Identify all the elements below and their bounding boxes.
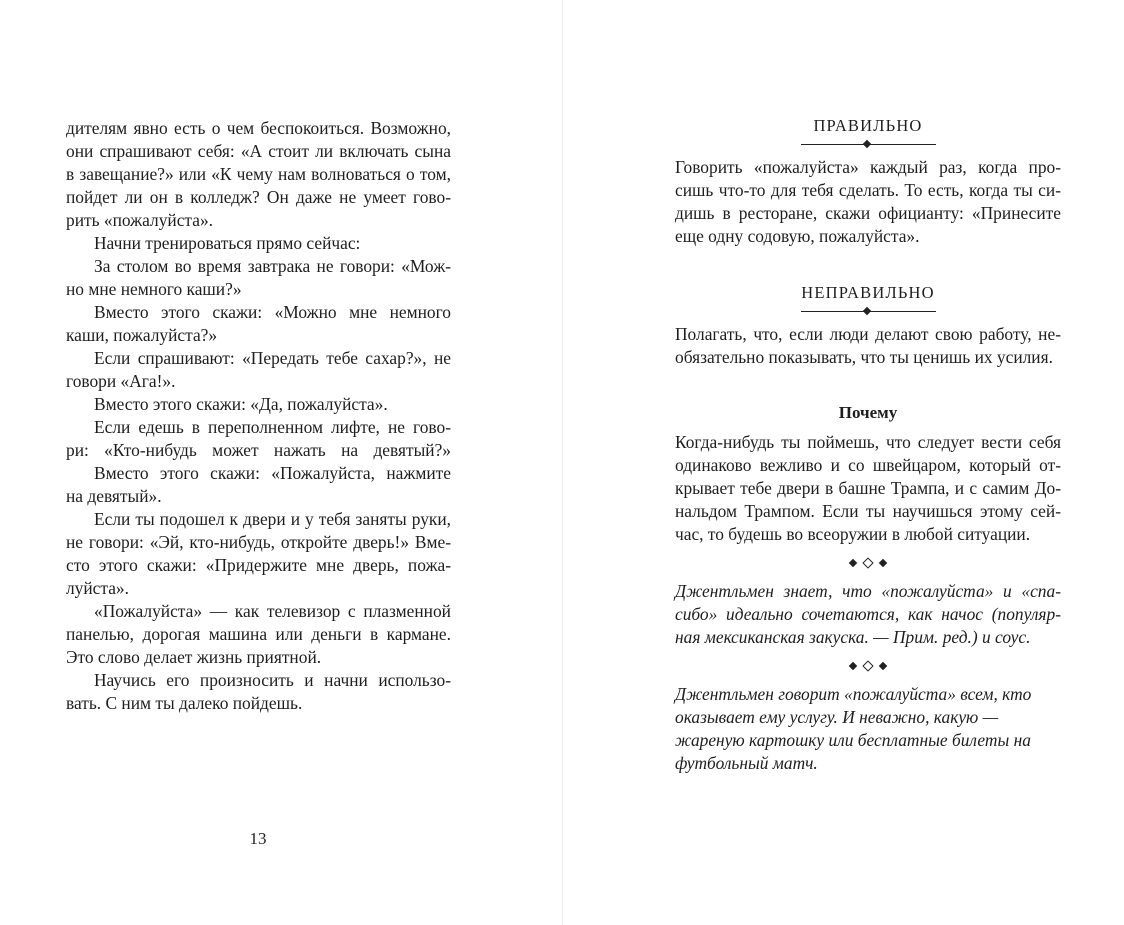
- right-page: [563, 0, 1124, 925]
- incorrect-paragraph: [675, 323, 1061, 369]
- text-line: сишь что-то для тебя сделать. То есть, когда ты си-: [675, 180, 1061, 200]
- text-line: Джентльмен знает, что «пожалуйста» и «спа-: [675, 581, 1061, 601]
- text-line: Вместо этого скажи: «Пожалуйста, нажмите: [94, 463, 451, 483]
- ornament-divider: [675, 552, 1061, 574]
- text-line: Научись его произносить и начни использо-: [94, 670, 451, 690]
- text-line: в завещание?» или «К чему нам волноваться о том,: [66, 164, 451, 184]
- text-line: Если едешь в переполненном лифте, не гово-: [94, 417, 451, 437]
- open-diamond-icon: [862, 557, 873, 568]
- text-line: Если ты подошел к двери и у тебя заняты руки,: [94, 509, 451, 529]
- text-line: сибо» идеально сочетаются, как начос (популяр-: [675, 604, 1061, 624]
- open-diamond-icon: [862, 660, 873, 671]
- text-line: еще одну содовую, пожалуйста».: [675, 226, 920, 246]
- why-heading: Почему: [838, 403, 898, 422]
- filled-diamond-icon: [849, 662, 857, 670]
- heading-rule: [801, 307, 936, 316]
- text-line: панелью, дорогая машина или деньги в кармане.: [66, 624, 451, 644]
- text-line: дишь в ресторане, скажи официанту: «Принесите: [675, 203, 1061, 223]
- text-line: говори «Ага!».: [66, 371, 176, 391]
- correct-heading: [675, 115, 1061, 149]
- text-line: ри: «Кто-нибудь может нажать на девятый?»: [66, 440, 451, 460]
- text-line: одинаково вежливо и со швейцаром, который от-: [675, 455, 1061, 475]
- text-line: каши, пожалуйста?»: [66, 325, 218, 345]
- text-line: Вместо этого скажи: «Можно мне немного: [94, 302, 451, 322]
- why-paragraph: [675, 431, 1061, 546]
- gentleman-note-1: [675, 580, 1061, 649]
- text-line: вать. С ним ты далеко пойдешь.: [66, 693, 303, 713]
- text-line: жареную картошку или бесплатные билеты на: [675, 730, 1031, 750]
- text-line: Джентльмен говорит «пожалуйста» всем, кто: [675, 684, 1032, 704]
- text-line: обязательно показывать, что ты ценишь их усилия.: [675, 347, 1053, 367]
- text-line: Когда-нибудь ты поймешь, что следует вести себя: [675, 432, 1061, 452]
- text-line: нальдом Трампом. Если ты научишься этому сей-: [675, 501, 1061, 521]
- text-line: За столом во время завтрака не говори: «Мож-: [94, 256, 451, 276]
- text-line: футбольный матч.: [675, 753, 818, 773]
- filled-diamond-icon: [849, 559, 857, 567]
- text-line: «Пожалуйста» — как телевизор с плазменной: [94, 601, 451, 621]
- text-line: пойдет ли он в колледж? Он даже не умеет гово-: [66, 187, 451, 207]
- text-line: дителям явно есть о чем беспокоиться. Возможно,: [66, 118, 451, 138]
- text-line: Полагать, что, если люди делают свою работу, не-: [675, 324, 1061, 344]
- incorrect-heading-text: НЕПРАВИЛЬНО: [801, 283, 935, 302]
- heading-rule: [801, 140, 936, 149]
- text-line: Если спрашивают: «Передать тебе сахар?», не: [94, 348, 451, 368]
- text-line: на девятый».: [66, 486, 162, 506]
- text-line: оказывает ему услугу. И неважно, какую —: [675, 707, 999, 727]
- right-body-text: [675, 115, 1061, 775]
- diamond-icon: [862, 307, 870, 315]
- text-line: крывает тебе двери в башне Трампа, и с самим До-: [675, 478, 1061, 498]
- diamond-icon: [862, 140, 870, 148]
- text-line: Вместо этого скажи: «Да, пожалуйста».: [94, 394, 388, 414]
- text-line: рить «пожалуйста».: [66, 210, 214, 230]
- text-line: Начни тренироваться прямо сейчас:: [94, 233, 361, 253]
- left-body-text: [66, 117, 451, 715]
- incorrect-heading: [675, 282, 1061, 316]
- text-line: луйста».: [66, 578, 129, 598]
- text-line: час, то будешь во всеоружии в любой ситуации.: [675, 524, 1031, 544]
- correct-paragraph: [675, 156, 1061, 248]
- correct-heading-text: ПРАВИЛЬНО: [813, 116, 923, 135]
- text-line: не говори: «Эй, кто-нибудь, откройте дверь!» Вме-: [66, 532, 451, 552]
- filled-diamond-icon: [879, 559, 887, 567]
- text-line: но мне немного каши?»: [66, 279, 242, 299]
- ornament-divider: [675, 655, 1061, 677]
- gentleman-note-2: [675, 683, 1061, 775]
- page-number: 13: [249, 829, 267, 848]
- filled-diamond-icon: [879, 662, 887, 670]
- text-line: Это слово делает жизнь приятной.: [66, 647, 322, 667]
- text-line: они спрашивают себя: «А стоит ли включать сына: [66, 141, 451, 161]
- text-line: Говорить «пожалуйста» каждый раз, когда про-: [675, 157, 1061, 177]
- text-line: ная мексиканская закуска. — Прим. ред.) и соус.: [675, 627, 1031, 647]
- text-line: сто этого скажи: «Придержите мне дверь, пожа-: [66, 555, 451, 575]
